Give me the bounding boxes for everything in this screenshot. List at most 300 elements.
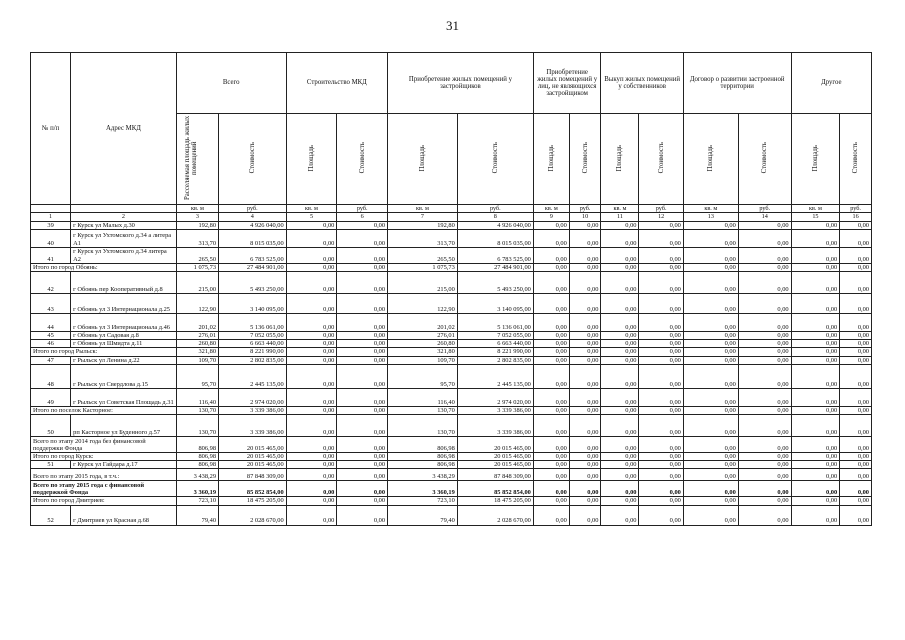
value-cell: 0,00	[569, 247, 601, 263]
value-cell: 130,70	[176, 406, 218, 414]
value-cell: 3 339 386,00	[457, 415, 533, 437]
table-total-row	[31, 406, 872, 414]
value-cell: 0,00	[791, 497, 840, 505]
value-cell: 0,00	[337, 356, 388, 364]
value-cell: 0,00	[683, 388, 738, 406]
value-cell: 0,00	[639, 388, 683, 406]
value-cell: 0,00	[791, 314, 840, 332]
value-cell: 0,00	[683, 481, 738, 497]
header-sub-cost: Стоимость	[569, 114, 601, 205]
value-cell: 18 475 205,00	[457, 497, 533, 505]
value-cell: 3 438,29	[176, 469, 218, 481]
header-group-other: Другое	[791, 53, 871, 114]
value-cell: 0,00	[639, 247, 683, 263]
value-cell: 20 015 465,00	[219, 461, 287, 469]
value-cell: 0,00	[286, 272, 337, 294]
value-cell: 276,01	[176, 332, 218, 340]
value-cell: 0,00	[569, 272, 601, 294]
value-cell: 0,00	[569, 415, 601, 437]
value-cell: 0,00	[840, 229, 872, 247]
value-cell: 0,00	[791, 453, 840, 461]
column-number: 11	[601, 213, 639, 221]
value-cell: 321,80	[388, 348, 458, 356]
value-cell: 0,00	[569, 481, 601, 497]
value-cell: 0,00	[286, 497, 337, 505]
value-cell: 0,00	[601, 272, 639, 294]
value-cell: 3 339 386,00	[219, 415, 287, 437]
value-cell: 0,00	[791, 332, 840, 340]
page-number: 31	[446, 18, 459, 33]
value-cell: 0,00	[738, 406, 791, 414]
value-cell: 0,00	[639, 348, 683, 356]
header-sub-cost: Стоимость	[337, 114, 388, 205]
value-cell: 0,00	[533, 461, 569, 469]
total-label: Всего по этапу 2015 года с финансовой поддержкой Фонда	[31, 481, 177, 497]
value-cell: 0,00	[533, 388, 569, 406]
value-cell: 0,00	[601, 340, 639, 348]
value-cell: 18 475 205,00	[219, 497, 287, 505]
value-cell: 260,80	[388, 340, 458, 348]
value-cell: 0,00	[569, 356, 601, 364]
value-cell: 20 015 465,00	[219, 437, 287, 453]
header-sub-area: Площадь	[791, 114, 840, 205]
value-cell: 0,00	[286, 247, 337, 263]
header-group-nondeveloper-purchase: Приобретение жилых помещений у лиц, не являющихся застройщиком	[533, 53, 601, 114]
value-cell: 0,00	[286, 469, 337, 481]
value-cell: 0,00	[337, 497, 388, 505]
value-cell: 0,00	[840, 415, 872, 437]
value-cell: 0,00	[791, 406, 840, 414]
value-cell: 0,00	[791, 461, 840, 469]
value-cell: 0,00	[286, 332, 337, 340]
value-cell: 0,00	[601, 406, 639, 414]
value-cell: 0,00	[601, 348, 639, 356]
value-cell: 0,00	[840, 461, 872, 469]
value-cell: 0,00	[569, 221, 601, 229]
table-row	[31, 247, 872, 263]
value-cell: 313,70	[388, 229, 458, 247]
row-index: 45	[31, 332, 71, 340]
value-cell: 85 852 854,00	[219, 481, 287, 497]
row-address: г Рыльск ул Ленина д.22	[71, 356, 177, 364]
unit-sqm: кв. м	[286, 205, 337, 213]
value-cell: 806,98	[388, 453, 458, 461]
value-cell: 0,00	[533, 332, 569, 340]
value-cell: 122,90	[176, 294, 218, 314]
total-label: Итого по город Рыльск:	[31, 348, 177, 356]
value-cell: 0,00	[569, 461, 601, 469]
table-total-row	[31, 437, 872, 453]
value-cell: 0,00	[791, 388, 840, 406]
value-cell: 1 075,73	[388, 263, 458, 271]
unit-rub: руб.	[457, 205, 533, 213]
value-cell: 0,00	[533, 505, 569, 525]
value-cell: 0,00	[791, 364, 840, 388]
value-cell: 7 052 055,00	[219, 332, 287, 340]
value-cell: 0,00	[639, 314, 683, 332]
value-cell: 130,70	[176, 415, 218, 437]
value-cell: 0,00	[533, 437, 569, 453]
value-cell: 0,00	[286, 348, 337, 356]
value-cell: 0,00	[738, 437, 791, 453]
value-cell: 265,50	[388, 247, 458, 263]
value-cell: 265,50	[176, 247, 218, 263]
row-address: г Курск ул Ухтомского д.34 а литера А1	[71, 229, 177, 247]
value-cell: 0,00	[791, 221, 840, 229]
value-cell: 0,00	[683, 497, 738, 505]
value-cell: 0,00	[533, 314, 569, 332]
value-cell: 79,40	[176, 505, 218, 525]
value-cell: 0,00	[639, 294, 683, 314]
value-cell: 6 783 525,00	[219, 247, 287, 263]
value-cell: 0,00	[738, 356, 791, 364]
total-label: Всего по этапу 2014 года без финансовой поддержки Фонда	[31, 437, 177, 453]
value-cell: 0,00	[683, 229, 738, 247]
column-number: 15	[791, 213, 840, 221]
table-row	[31, 505, 872, 525]
row-index: 46	[31, 340, 71, 348]
value-cell: 5 493 250,00	[457, 272, 533, 294]
value-cell: 0,00	[738, 481, 791, 497]
header-sub-area: Площадь	[388, 114, 458, 205]
value-cell: 0,00	[791, 505, 840, 525]
value-cell: 2 802 835,00	[219, 356, 287, 364]
value-cell: 201,02	[388, 314, 458, 332]
value-cell: 0,00	[840, 469, 872, 481]
value-cell: 0,00	[533, 247, 569, 263]
column-number: 4	[219, 213, 287, 221]
column-number: 9	[533, 213, 569, 221]
unit-rub: руб.	[337, 205, 388, 213]
value-cell: 0,00	[683, 340, 738, 348]
value-cell: 0,00	[286, 505, 337, 525]
value-cell: 0,00	[639, 415, 683, 437]
table-total-row	[31, 453, 872, 461]
value-cell: 0,00	[601, 364, 639, 388]
value-cell: 0,00	[738, 461, 791, 469]
row-index: 50	[31, 415, 71, 437]
value-cell: 0,00	[639, 497, 683, 505]
value-cell: 0,00	[791, 348, 840, 356]
value-cell: 0,00	[533, 229, 569, 247]
value-cell: 0,00	[337, 388, 388, 406]
column-number: 8	[457, 213, 533, 221]
value-cell: 0,00	[337, 461, 388, 469]
table-total-row	[31, 481, 872, 497]
value-cell: 0,00	[840, 263, 872, 271]
column-number: 3	[176, 213, 218, 221]
table-row	[31, 388, 872, 406]
value-cell: 0,00	[286, 437, 337, 453]
value-cell: 4 926 040,00	[457, 221, 533, 229]
value-cell: 0,00	[601, 294, 639, 314]
value-cell: 0,00	[791, 229, 840, 247]
value-cell: 0,00	[337, 453, 388, 461]
value-cell: 20 015 465,00	[457, 437, 533, 453]
header-group-territory-contract: Договор о развитии застроенной территории	[683, 53, 791, 114]
header-sub-area: Площадь	[601, 114, 639, 205]
value-cell: 0,00	[840, 221, 872, 229]
total-label: Итого по город Курск:	[31, 453, 177, 461]
row-address: рп Касторное ул Буденного д.57	[71, 415, 177, 437]
value-cell: 20 015 465,00	[457, 461, 533, 469]
value-cell: 0,00	[639, 505, 683, 525]
value-cell: 116,40	[388, 388, 458, 406]
value-cell: 3 438,29	[388, 469, 458, 481]
value-cell: 0,00	[533, 406, 569, 414]
value-cell: 0,00	[286, 461, 337, 469]
row-index: 49	[31, 388, 71, 406]
value-cell: 5 493 250,00	[219, 272, 287, 294]
unit-rub: руб.	[738, 205, 791, 213]
total-label: Итого по город Дмитриев:	[31, 497, 177, 505]
value-cell: 723,10	[176, 497, 218, 505]
value-cell: 0,00	[791, 294, 840, 314]
value-cell: 201,02	[176, 314, 218, 332]
table-row	[31, 356, 872, 364]
value-cell: 0,00	[791, 356, 840, 364]
value-cell: 0,00	[337, 332, 388, 340]
value-cell: 20 015 465,00	[457, 453, 533, 461]
value-cell: 0,00	[738, 272, 791, 294]
value-cell: 0,00	[569, 406, 601, 414]
row-address: г Обоянь ул Садовая д.8	[71, 332, 177, 340]
value-cell: 0,00	[337, 364, 388, 388]
table-row	[31, 221, 872, 229]
value-cell: 0,00	[683, 461, 738, 469]
row-address: г Курск ул Ухтомского д.34 литера А2	[71, 247, 177, 263]
value-cell: 0,00	[639, 229, 683, 247]
value-cell: 0,00	[337, 221, 388, 229]
value-cell: 0,00	[337, 263, 388, 271]
value-cell: 0,00	[738, 364, 791, 388]
value-cell: 0,00	[569, 314, 601, 332]
total-label: Итого по поселок Касторное:	[31, 406, 177, 414]
value-cell: 0,00	[601, 505, 639, 525]
value-cell: 0,00	[683, 469, 738, 481]
table-body	[31, 221, 872, 525]
value-cell: 0,00	[840, 406, 872, 414]
value-cell: 0,00	[601, 247, 639, 263]
value-cell: 0,00	[569, 364, 601, 388]
table-row	[31, 272, 872, 294]
column-number: 5	[286, 213, 337, 221]
value-cell: 6 663 440,00	[457, 340, 533, 348]
value-cell: 0,00	[337, 437, 388, 453]
value-cell: 0,00	[569, 229, 601, 247]
value-cell: 27 484 901,00	[457, 263, 533, 271]
column-number: 2	[71, 213, 177, 221]
value-cell: 0,00	[639, 221, 683, 229]
column-number: 7	[388, 213, 458, 221]
value-cell: 806,98	[388, 437, 458, 453]
row-index: 40	[31, 229, 71, 247]
value-cell: 0,00	[569, 294, 601, 314]
row-index: 39	[31, 221, 71, 229]
value-cell: 0,00	[639, 272, 683, 294]
column-number: 10	[569, 213, 601, 221]
value-cell: 3 339 386,00	[219, 406, 287, 414]
value-cell: 0,00	[337, 505, 388, 525]
row-index: 47	[31, 356, 71, 364]
value-cell: 0,00	[791, 437, 840, 453]
value-cell: 0,00	[286, 406, 337, 414]
value-cell: 0,00	[683, 314, 738, 332]
table-row	[31, 294, 872, 314]
value-cell: 0,00	[601, 481, 639, 497]
value-cell: 8 221 990,00	[219, 348, 287, 356]
column-number: 16	[840, 213, 872, 221]
value-cell: 0,00	[533, 348, 569, 356]
value-cell: 276,01	[388, 332, 458, 340]
header-sub-area: Площадь	[683, 114, 738, 205]
value-cell: 0,00	[738, 229, 791, 247]
row-index: 44	[31, 314, 71, 332]
header-group-owner-buyout: Выкуп жилых помещений у собственников	[601, 53, 683, 114]
value-cell: 0,00	[569, 469, 601, 481]
value-cell: 5 136 061,00	[219, 314, 287, 332]
value-cell: 0,00	[840, 294, 872, 314]
header-index: № п/п	[31, 53, 71, 205]
value-cell: 95,70	[176, 364, 218, 388]
value-cell: 0,00	[533, 481, 569, 497]
column-number: 13	[683, 213, 738, 221]
value-cell: 0,00	[738, 453, 791, 461]
table-total-row	[31, 348, 872, 356]
value-cell: 260,80	[176, 340, 218, 348]
value-cell: 0,00	[286, 481, 337, 497]
value-cell: 0,00	[601, 221, 639, 229]
value-cell: 192,80	[176, 221, 218, 229]
value-cell: 0,00	[683, 364, 738, 388]
value-cell: 0,00	[533, 364, 569, 388]
value-cell: 0,00	[601, 388, 639, 406]
value-cell: 0,00	[601, 497, 639, 505]
header-address: Адрес МКД	[71, 53, 177, 205]
value-cell: 0,00	[337, 294, 388, 314]
value-cell: 0,00	[639, 340, 683, 348]
value-cell: 0,00	[533, 453, 569, 461]
table-total-row	[31, 469, 872, 481]
value-cell: 0,00	[533, 340, 569, 348]
row-address: г Обоянь ул Шмидта д.11	[71, 340, 177, 348]
value-cell: 0,00	[569, 332, 601, 340]
unit-sqm: кв. м	[601, 205, 639, 213]
value-cell: 0,00	[738, 340, 791, 348]
value-cell: 0,00	[683, 348, 738, 356]
unit-sqm: кв. м	[683, 205, 738, 213]
unit-sqm: кв. м	[388, 205, 458, 213]
value-cell: 215,00	[176, 272, 218, 294]
value-cell: 0,00	[286, 221, 337, 229]
value-cell: 0,00	[601, 332, 639, 340]
table-row	[31, 340, 872, 348]
unit-sqm: кв. м	[176, 205, 218, 213]
header-sub-area: Площадь	[286, 114, 337, 205]
resettlement-table-sheet	[30, 52, 872, 526]
row-index: 43	[31, 294, 71, 314]
header-sub-resettled-area: Расселяемая площадь жилых помещений	[176, 114, 218, 205]
value-cell: 0,00	[683, 272, 738, 294]
value-cell: 0,00	[569, 340, 601, 348]
total-label: Итого по город Обоянь:	[31, 263, 177, 271]
header-sub-cost: Стоимость	[639, 114, 683, 205]
value-cell: 0,00	[683, 415, 738, 437]
value-cell: 0,00	[791, 247, 840, 263]
value-cell: 0,00	[601, 263, 639, 271]
value-cell: 215,00	[388, 272, 458, 294]
value-cell: 3 360,19	[176, 481, 218, 497]
value-cell: 0,00	[791, 263, 840, 271]
value-cell: 8 015 035,00	[219, 229, 287, 247]
value-cell: 0,00	[683, 294, 738, 314]
value-cell: 0,00	[286, 356, 337, 364]
value-cell: 0,00	[791, 340, 840, 348]
value-cell: 6 663 440,00	[219, 340, 287, 348]
value-cell: 27 484 901,00	[219, 263, 287, 271]
resettlement-table	[30, 52, 872, 526]
total-label: Всего по этапу 2015 года, в т.ч.:	[31, 469, 177, 481]
value-cell: 0,00	[791, 272, 840, 294]
column-number: 12	[639, 213, 683, 221]
header-sub-cost: Стоимость	[840, 114, 872, 205]
unit-rub: руб.	[569, 205, 601, 213]
row-index: 52	[31, 505, 71, 525]
value-cell: 0,00	[683, 437, 738, 453]
table-row	[31, 415, 872, 437]
value-cell: 0,00	[569, 263, 601, 271]
value-cell: 0,00	[533, 263, 569, 271]
row-address: г Обоянь ул 3 Интернационала д.25	[71, 294, 177, 314]
value-cell: 79,40	[388, 505, 458, 525]
value-cell: 3 339 386,00	[457, 406, 533, 414]
value-cell: 0,00	[639, 364, 683, 388]
value-cell: 0,00	[840, 340, 872, 348]
row-address: г Рыльск ул Свердлова д.15	[71, 364, 177, 388]
table-row	[31, 461, 872, 469]
value-cell: 0,00	[533, 497, 569, 505]
value-cell: 4 926 040,00	[219, 221, 287, 229]
value-cell: 0,00	[601, 453, 639, 461]
row-address: г Курск ул Гайдара д.17	[71, 461, 177, 469]
value-cell: 0,00	[738, 415, 791, 437]
value-cell: 321,80	[176, 348, 218, 356]
value-cell: 7 052 055,00	[457, 332, 533, 340]
value-cell: 2 445 135,00	[219, 364, 287, 388]
value-cell: 2 974 020,00	[219, 388, 287, 406]
value-cell: 0,00	[337, 314, 388, 332]
value-cell: 87 848 309,00	[457, 469, 533, 481]
value-cell: 0,00	[639, 406, 683, 414]
value-cell: 0,00	[286, 340, 337, 348]
value-cell: 313,70	[176, 229, 218, 247]
value-cell: 0,00	[683, 505, 738, 525]
value-cell: 0,00	[738, 263, 791, 271]
value-cell: 122,90	[388, 294, 458, 314]
column-numbers-row	[31, 213, 872, 221]
value-cell: 85 852 854,00	[457, 481, 533, 497]
unit-rub: руб.	[840, 205, 872, 213]
row-address: г Курск ул Малых д.30	[71, 221, 177, 229]
value-cell: 0,00	[840, 505, 872, 525]
value-cell: 0,00	[683, 247, 738, 263]
value-cell: 0,00	[533, 272, 569, 294]
value-cell: 192,80	[388, 221, 458, 229]
value-cell: 8 015 035,00	[457, 229, 533, 247]
value-cell: 0,00	[601, 356, 639, 364]
header-sub-cost: Стоимость	[738, 114, 791, 205]
value-cell: 0,00	[840, 356, 872, 364]
